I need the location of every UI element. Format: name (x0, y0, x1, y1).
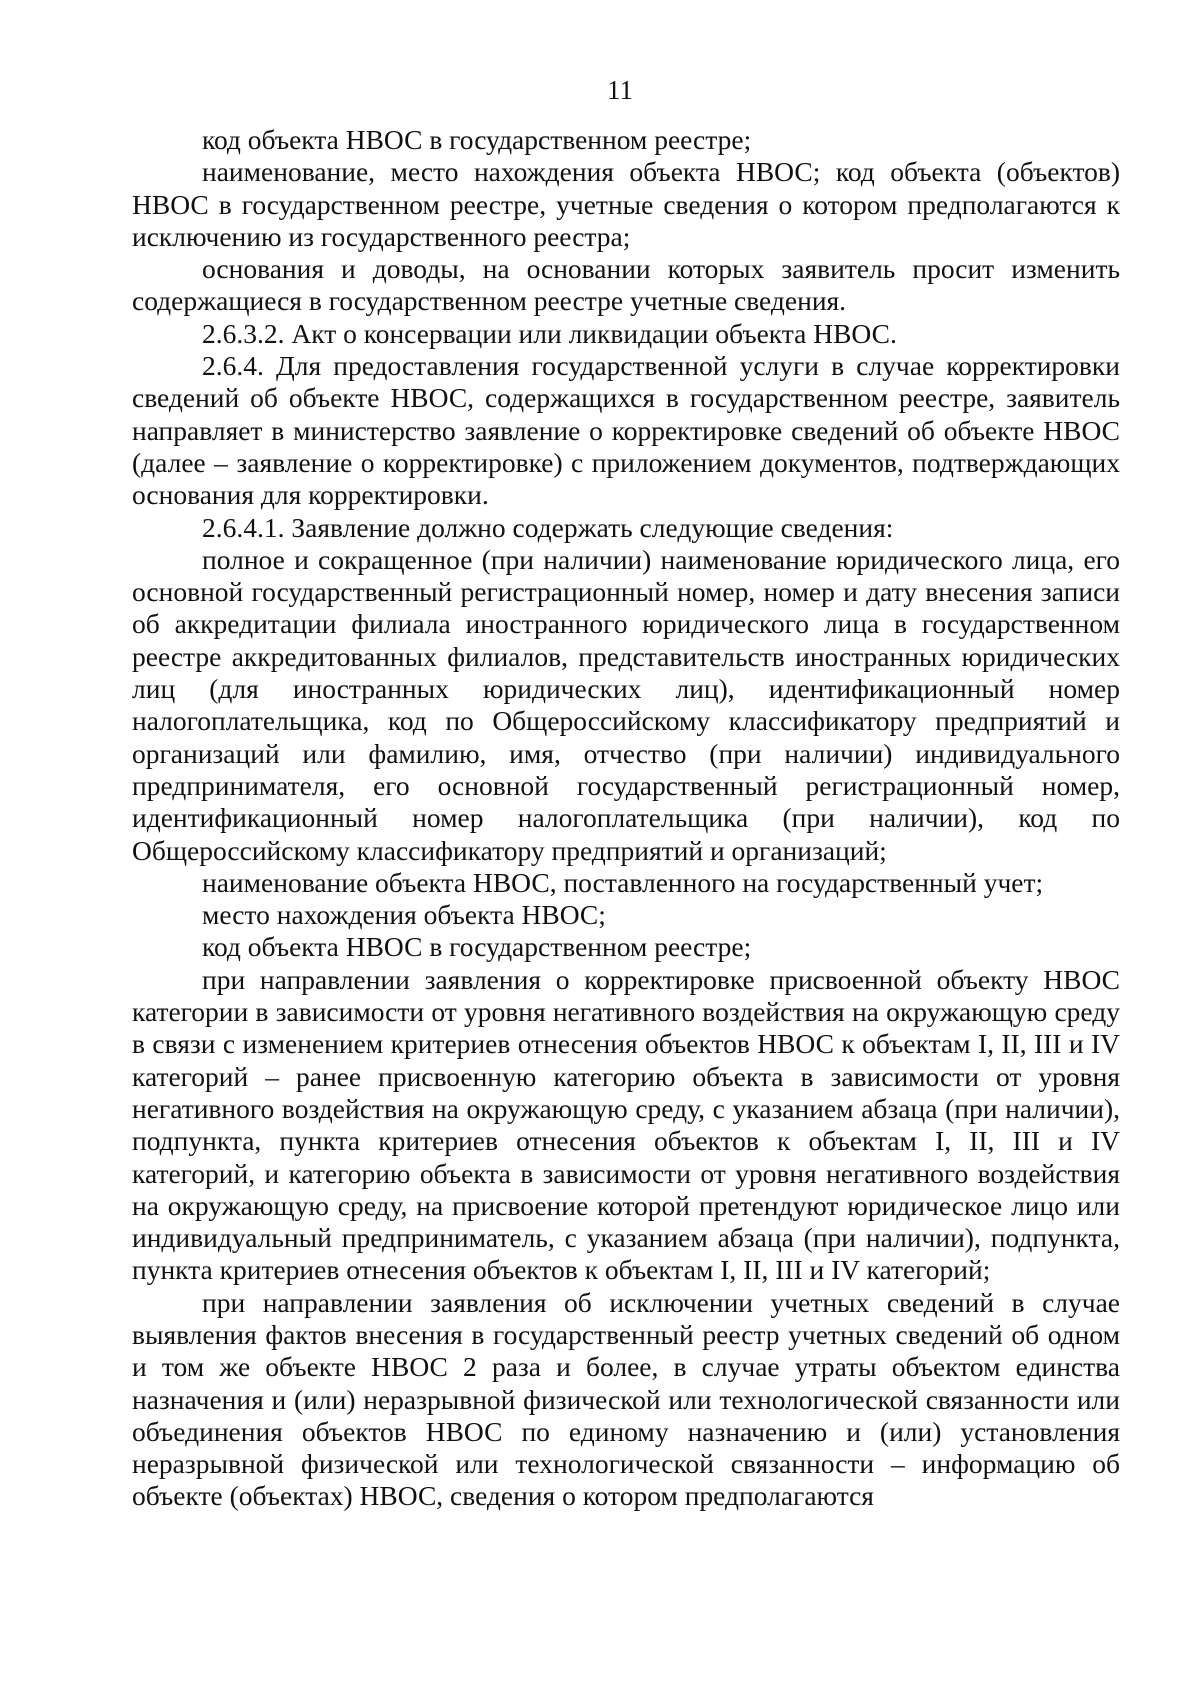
paragraph: наименование объекта НВОС, поставленного на государственный учет; (202, 866, 1044, 898)
paragraph: наименование, место нахождения объекта НВОС; код объекта (объектов) НВОС в государственном реестре, учетные сведения о котором предполагаются к исключению из государственного реестра; (132, 156, 1120, 252)
paragraph: место нахождения объекта НВОС; (202, 899, 606, 931)
paragraph: 2.6.4. Для предоставления государственной услуги в случае корректировки сведений об объекте НВОС, содержащихся в государственном реестре, заявитель направляет в министерство заявление о корректировке сведений об объекте НВОС (далее – заявление о корректировке) с приложением документов, подтверждающих основания для корректировки. (132, 350, 1120, 511)
paragraph: полное и сокращенное (при наличии) наименование юридического лица, его основной государственный регистрационный номер, номер и дату внесения записи об аккредитации филиала иностранного юридического лица в государственном реестре аккредитованных филиалов, представительств иностранных юридических лиц (для иностранных юридических лиц), идентификационный номер налогоплательщика, код по Общероссийскому классификатору предприятий и организаций или фамилию, имя, отчество (при наличии) индивидуального предпринимателя, его основной государственный регистрационный номер, идентификационный номер налогоплательщика (при наличии), код по Общероссийскому классификатору предприятий и организаций; (132, 543, 1120, 866)
paragraph: при направлении заявления о корректировке присвоенной объекту НВОС категории в зависимости от уровня негативного воздействия на окружающую среду в связи с изменением критериев отнесения объектов НВОС к объектам I, II, III и IV категорий – ранее присвоенную категорию объекта в зависимости от уровня негативного воздействия на окружающую среду, с указанием абзаца (при наличии), подпункта, пункта критериев отнесения объектов к объектам I, II, III и IV категорий, и категорию объекта в зависимости от уровня негативного воздействия на окружающую среду, на присвоение которой претендуют юридическое лицо или индивидуальный предприниматель, с указанием абзаца (при наличии), подпункта, пункта критериев отнесения объектов к объектам I, II, III и IV категорий; (132, 963, 1120, 1286)
page-number: 11 (607, 75, 633, 105)
paragraph: 2.6.4.1. Заявление должно содержать следующие сведения: (202, 511, 894, 543)
paragraph: код объекта НВОС в государственном реестре; (202, 124, 752, 155)
paragraph: при направлении заявления об исключении учетных сведений в случае выявления фактов внесения в государственный реестр учетных сведений об одном и том же объекте НВОС 2 раза и более, в случае утраты объектом единства назначения и (или) неразрывной физической или технологической связанности или объединения объектов НВОС по единому назначению и (или) установления неразрывной физической или технологической связанности – информацию об объекте (объектах) НВОС, сведения о котором предполагаются (132, 1286, 1120, 1512)
paragraph: 2.6.3.2. Акт о консервации или ликвидации объекта НВОС. (202, 317, 897, 349)
document-body (132, 124, 1120, 1513)
paragraph: код объекта НВОС в государственном реестре; (202, 931, 752, 963)
paragraph: основания и доводы, на основании которых заявитель просит изменить содержащиеся в государственном реестре учетные сведения. (132, 253, 1120, 317)
